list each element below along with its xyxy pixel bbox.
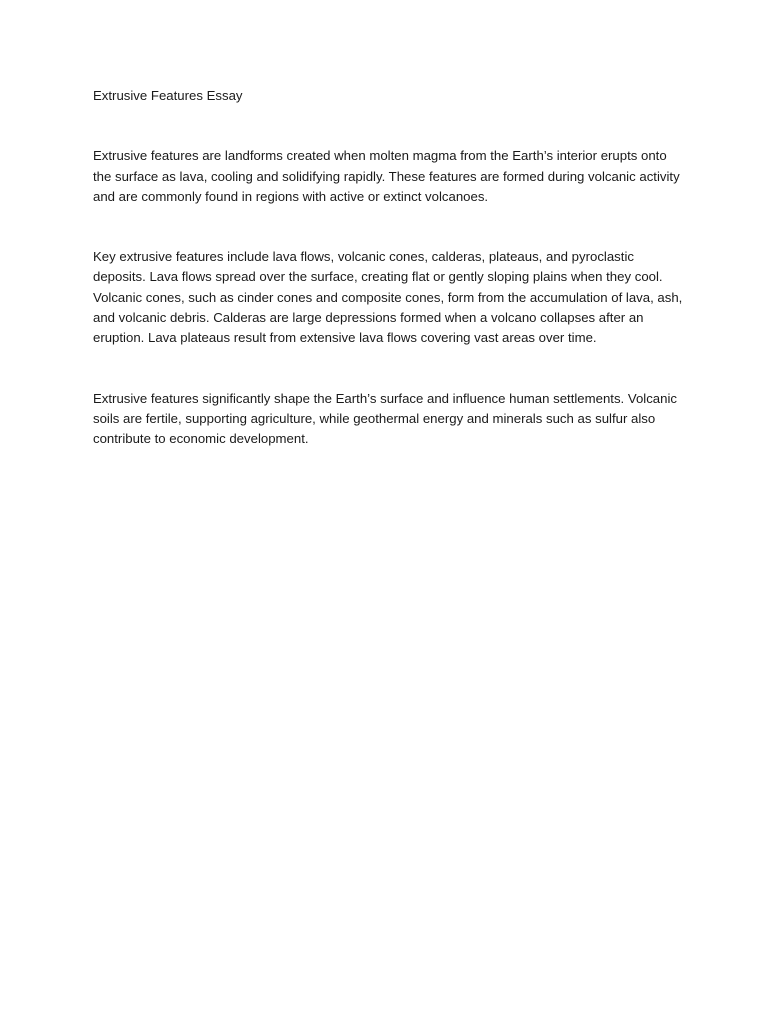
document-title: Extrusive Features Essay [93, 88, 243, 103]
paragraph-significance: Extrusive features significantly shape the Earth’s surface and influence human settlements. Volcanic soils are fertile, supporting agriculture, while geothermal energy and minerals such as sulfur also contribute to economic development. [93, 390, 677, 447]
paragraph-key-features: Key extrusive features include lava flows, volcanic cones, calderas, plateaus, and pyroclastic deposits. Lava flows spread over the surface, creating flat or gently sloping plains when they cool. Volcanic cones, such as cinder cones and composite cones, form from the accumulation of lava, ash, and volcanic debris. Calderas are large depressions formed when a volcano collapses after an eruption. Lava plateaus result from extensive lava flows covering vast areas over time. [93, 249, 683, 346]
document-body [93, 86, 683, 450]
paragraph-intro: Extrusive features are landforms created when molten magma from the Earth’s interior erupts onto the surface as lava, cooling and solidifying rapidly. These features are formed during volcanic activity and are commonly found in regions with active or extinct volcanoes. [93, 148, 680, 204]
